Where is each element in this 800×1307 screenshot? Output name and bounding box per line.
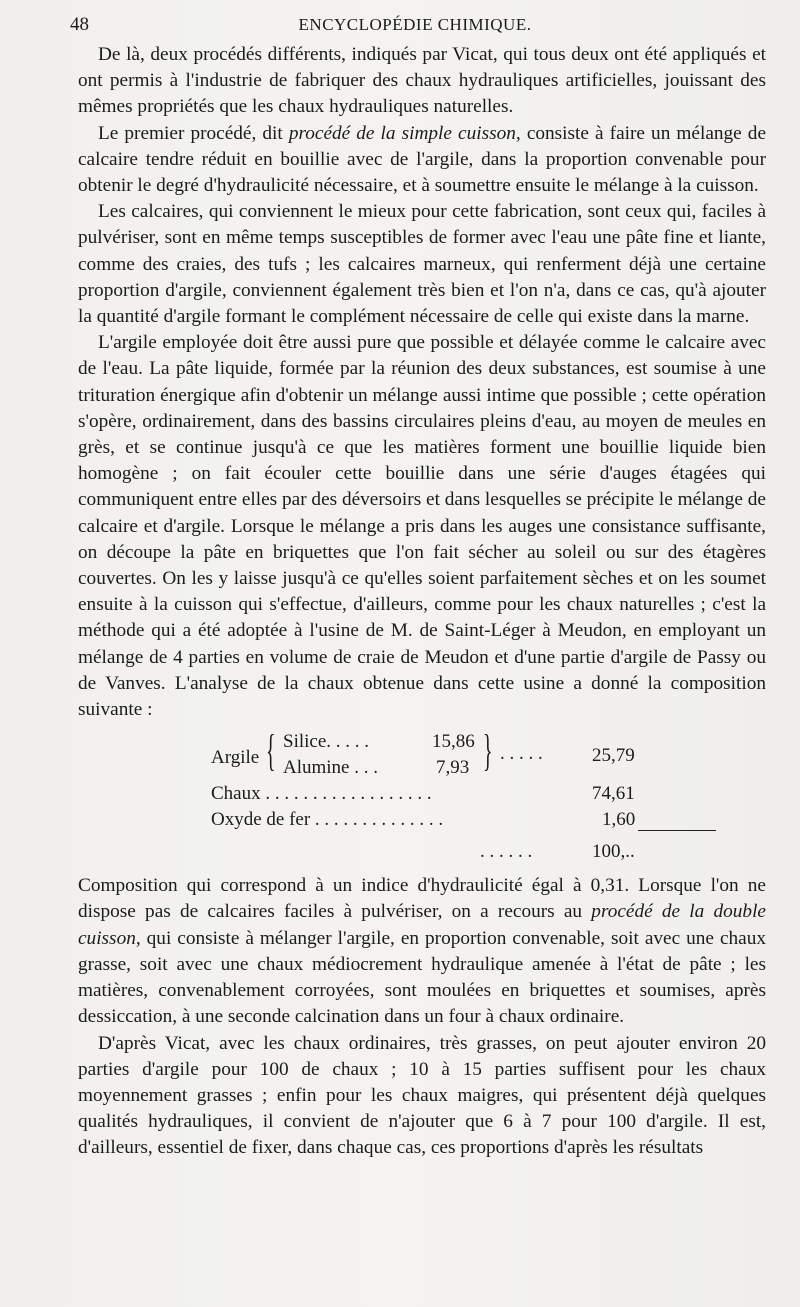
paragraph-2-rest: consiste à faire un mélange de calcaire tendre réduit en bouillie avec de l'argile, dans la proportion convenable pour obtenir le degré d'hydraulicité nécessaire, et à soumettre ensuite le mélange à la cuisson.	[78, 122, 767, 197]
paragraph-6: D'après Vicat, avec les chaux ordinaires, très grasses, on peut ajouter environ 20 parties d'argile pour 100 de chaux ; 10 à 15 parties suffisent pour les chaux moyennement grasses ; enfin pour les chaux maigres, qui présentent déjà quelques qualités hydrauliques, il convient de n'ajouter que 6 à 7 pour 100 d'argile. Il est, d'ailleurs, essentiel de fixer, dans chaque cas, ces proportions d'après les résultats	[78, 1032, 766, 1159]
paragraph-1: De là, deux procédés différents, indiqués par Vicat, qui tous deux ont été appliqués et ont permis à l'industrie de fabriquer des chaux hydrauliques artificielles, jouissant des mêmes propriétés que les chaux hydrauliques naturelles.	[78, 44, 766, 118]
running-title: ENCYCLOPÉDIE CHIMIQUE.	[298, 15, 532, 34]
paragraph-5-lead: Composition qui correspond à un indice d'hydraulicité égal à 0,31. Lorsque l'on ne dispose pas de calcaires faciles à pulvériser, on a recours au	[78, 875, 766, 923]
total-value: 100,..	[592, 841, 635, 863]
oxyde-label: Oxyde de fer . . . . . . . . . . . . . .	[211, 809, 444, 831]
argile-label: Argile	[211, 747, 260, 769]
body-text	[78, 42, 766, 1162]
paragraph-3: Les calcaires, qui conviennent le mieux pour cette fabrication, sont ceux qui, faciles à pulvériser, sont en même temps susceptibles de former avec l'eau une pâte fine et liante, comme des craies, des tufs ; les calcaires marneux, qui renferment déjà une certaine proportion d'argile, conviennent également très bien et l'on n'a, dans ce cas, qu'à ajouter la quantité d'argile formant le complément nécessaire de celle qui existe dans la marne.	[78, 201, 766, 328]
right-brace: }	[483, 726, 493, 776]
left-brace: {	[266, 726, 276, 776]
argile-dots: . . . . .	[500, 743, 543, 765]
sum-rule	[638, 830, 716, 831]
chaux-label: Chaux . . . . . . . . . . . . . . . . . .	[211, 783, 432, 805]
page-number: 48	[70, 14, 89, 35]
paragraph-2	[78, 121, 766, 200]
silice-value: 15,86	[432, 731, 475, 753]
argile-total: 25,79	[592, 745, 635, 767]
alumine-value: 7,93	[436, 757, 470, 779]
paragraph-4: L'argile employée doit être aussi pure que possible et délayée comme le calcaire avec de l'eau. La pâte liquide, formée par la réunion des deux substances, est soumise à une trituration énergique afin d'obtenir un mélange aussi intime que possible ; cette opération s'opère, ordinairement, dans des bassins circulaires pleins d'eau, au moyen de meules en grès, et se continue jusqu'à ce que les matières forment une bouillie liquide bien homogène ; on fait écouler cette bouillie dans une série d'auges étagées qui communiquent entre elles par des déversoirs et dans lesquelles se précipite le mélange de calcaire et d'argile. Lorsque le mélange a pris dans les auges une consistance suffisante, on découpe la pâte en briquettes que l'on fait sécher au soleil ou sur des étagères couvertes. On les y laisse jusqu'à ce qu'elles soient parfaitement sèches et on les soumet ensuite à la cuisson qui s'effectue, d'ailleurs, comme pour les chaux naturelles ; c'est la méthode qui a été adoptée à l'usine de M. de Saint-Léger à Meudon, en employant un mélange de 4 parties en volume de craie de Meudon et d'une partie d'argile de Passy ou de Vanves. L'analyse de la chaux obtenue dans cette usine a donné la composition suivante :	[78, 332, 766, 721]
composition-table	[78, 723, 766, 873]
paragraph-2-term: procédé de la simple cuisson,	[288, 122, 521, 144]
paragraph-2-lead: Le premier procédé, dit	[98, 122, 289, 144]
alumine-label: Alumine . . .	[283, 757, 378, 779]
page-header	[70, 14, 760, 38]
silice-label: Silice. . . . .	[283, 731, 370, 753]
paragraph-5	[78, 873, 766, 1030]
paragraph-5-term: procédé de la double cuisson,	[78, 901, 766, 949]
paragraph-5-rest: qui consiste à mélanger l'argile, en proportion convenable, soit avec une chaux grasse, soit avec une chaux médiocrement hydraulique amenée à l'état de pâte ; les matières, convenablement corroyées, sont moulées en briquettes et soumises, après dessiccation, à une seconde calcination dans un four à chaux ordinaire.	[78, 927, 766, 1028]
total-dots: . . . . . .	[480, 841, 533, 863]
oxyde-value: 1,60	[602, 809, 636, 831]
chaux-value: 74,61	[592, 783, 635, 805]
